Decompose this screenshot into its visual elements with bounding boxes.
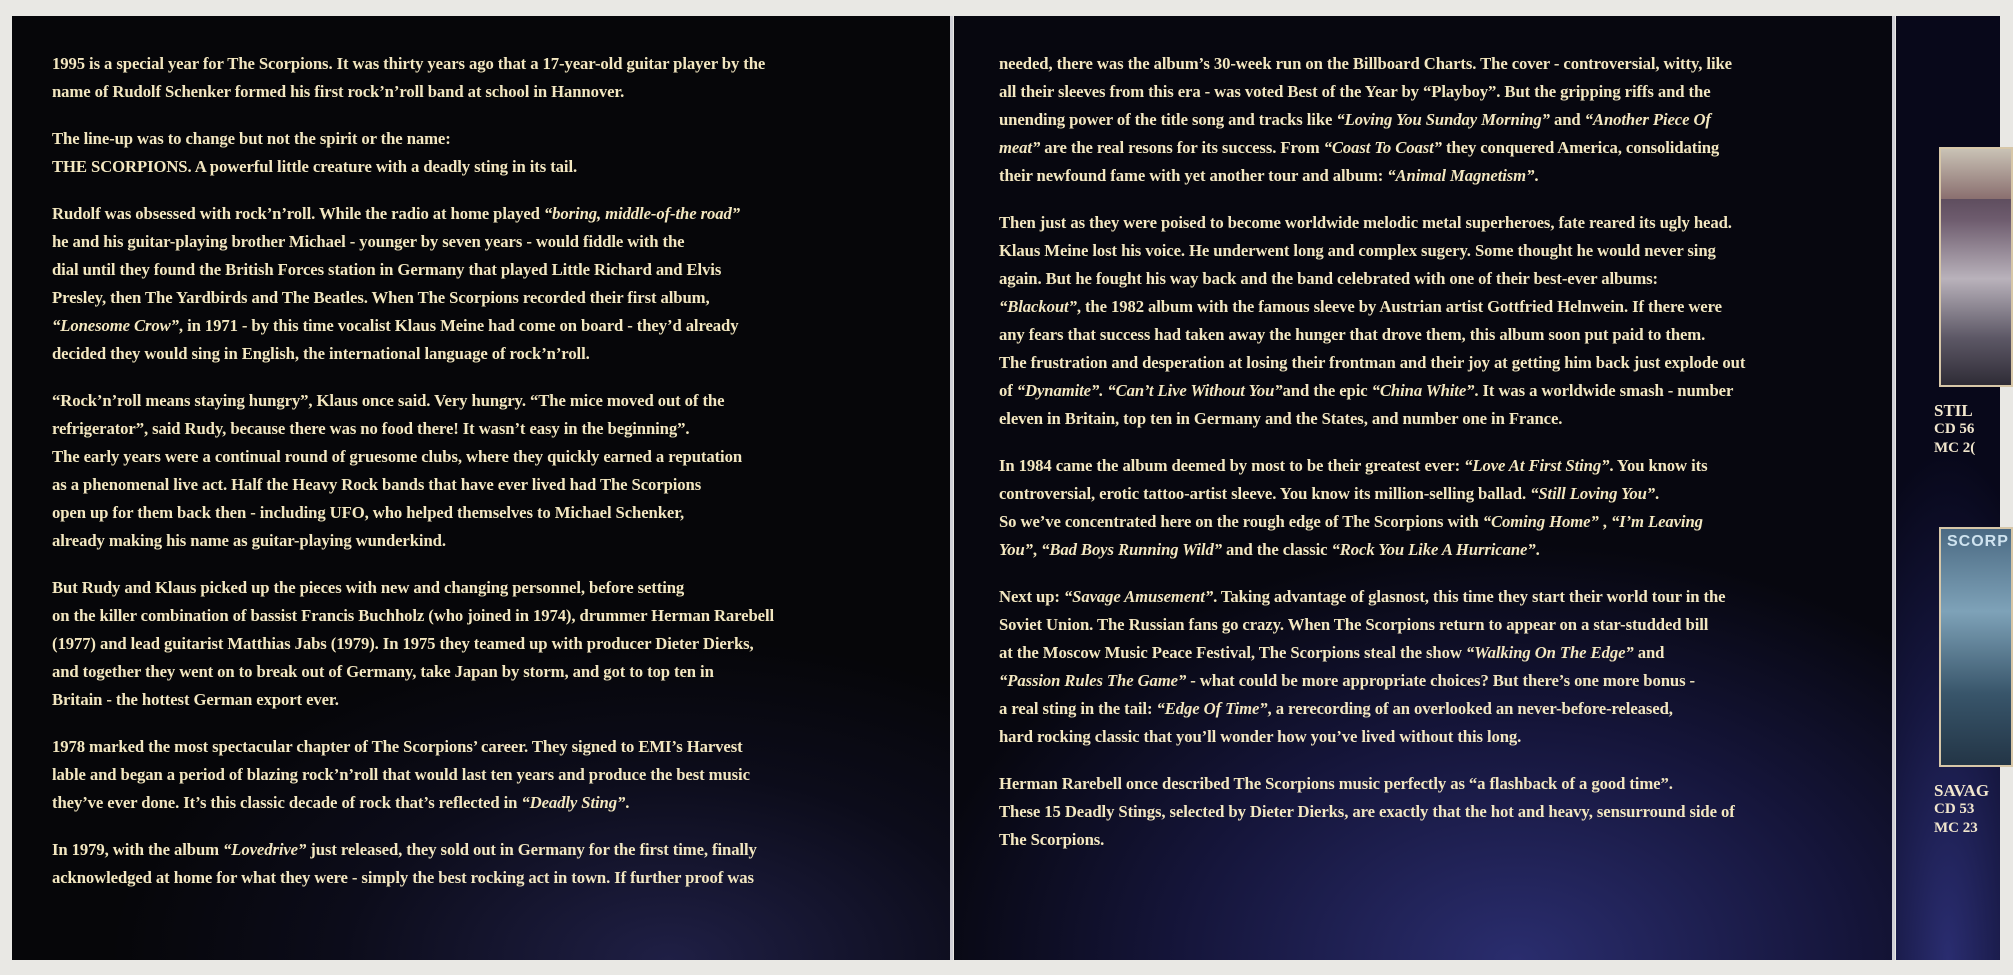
italic-title: “Loving You Sunday Morning”: [1336, 110, 1550, 129]
italic-title: “Lonesome Crow”: [52, 316, 179, 335]
page-fold: [950, 16, 953, 960]
album-cd-number: CD 56: [1934, 421, 1975, 437]
paragraph: “Rock’n’roll means staying hungry”, Klaus once said. Very hungry. “The mice moved out of the refrigerator”, said Rudy, because there was no food there! It wasn’t easy in the beginning”. The early years were a continual round of gruesome clubs, where they quickly earned a reputation as a phenomenal live act. Half the Heavy Rock bands that have ever lived had The Scorpions open up for them back then - including UFO, who helped themselves to Michael Schenker, already making his name as guitar-playing wunderkind.: [52, 391, 743, 550]
italic-title: “Walking On The Edge”: [1465, 643, 1634, 662]
booklet-page-left: [12, 16, 950, 960]
page-text-left: [52, 50, 932, 911]
italic-title: “Coming Home”: [1482, 512, 1599, 531]
paragraph: In 1984 came the album deemed by most to be their greatest ever: “Love At First Sting”. You know its controversial, erotic tattoo-artist sleeve. You know its million-selling ballad. “Still Loving You”. So we’ve concentrated here on the rough edge of The Scorpions with “Coming Home” , “I’m Leaving You”, “Bad Boys Running Wild” and the classic “Rock You Like A Hurricane”.: [999, 456, 1708, 559]
italic-title: “Blackout”: [999, 297, 1077, 316]
italic-title: “Still Loving You”: [1530, 484, 1656, 503]
album-cd-number: CD 53: [1934, 801, 1975, 817]
paragraph: 1995 is a special year for The Scorpions. It was thirty years ago that a 17-year-old guitar player by the name of Rudolf Schenker formed his first rock’n’roll band at school in Hannover.: [52, 54, 766, 101]
paragraph: But Rudy and Klaus picked up the pieces with new and changing personnel, before setting on the killer combination of bassist Francis Buchholz (who joined in 1974), drummer Herman Rarebell (1977) and lead guitarist Matthias Jabs (1979). In 1975 they teamed up with producer Dieter Dierks, and together they went on to break out of Germany, take Japan by storm, and got to top ten in Britain - the hottest German export ever.: [52, 578, 775, 709]
italic-title: “Animal Magnetism”: [1387, 166, 1535, 185]
italic-title: “China White”: [1371, 381, 1475, 400]
album-title: SAVAG: [1934, 781, 1990, 800]
page-text-middle: [999, 50, 1879, 873]
italic-title: “boring, middle-of-the road”: [543, 204, 740, 223]
paragraph: Next up: “Savage Amusement”. Taking advantage of glasnost, this time they start their world tour in the Soviet Union. The Russian fans go crazy. When The Scorpions return to appear on a star-studded bill at the Moscow Music Peace Festival, The Scorpions steal the show “Walking On The Edge” and “Passion Rules The Game” - what could be more appropriate choices? But there’s one more bonus - a real sting in the tail: “Edge Of Time”, a rerecording of an overlooked an never-before-released, hard rocking classic that you’ll wonder how you’ve lived without this long.: [999, 587, 1726, 746]
italic-title: “Deadly Sting”: [521, 793, 626, 812]
album-caption: [1934, 401, 1975, 458]
booklet-page-right: [1896, 16, 2009, 960]
italic-title: “Lovedrive”: [223, 840, 307, 859]
album-title: STIL: [1934, 401, 1973, 420]
italic-title: “I’m Leaving You”: [999, 512, 1703, 559]
paragraph: needed, there was the album’s 30-week run on the Billboard Charts. The cover - controversial, witty, like all their sleeves from this era - was voted Best of the Year by “Playboy”. But the gripping riffs and the unending power of the title song and tracks like “Loving You Sunday Morning” and “Another Piece Of meat” are the real resons for its success. From “Coast To Coast” they conquered America, consolidating their newfound fame with yet another tour and album: “Animal Magnetism”.: [999, 54, 1732, 185]
album-cover-image: [1939, 527, 2013, 767]
italic-title: “Love At First Sting”: [1464, 456, 1610, 475]
italic-title: “Edge Of Time”: [1156, 699, 1268, 718]
italic-title: “Passion Rules The Game”: [999, 671, 1187, 690]
italic-title: “Savage Amusement”: [1063, 587, 1214, 606]
album-logo: SCORP: [1947, 533, 2009, 550]
paragraph: In 1979, with the album “Lovedrive” just released, they sold out in Germany for the first time, finally acknowledged at home for what they were - simply the best rocking act in town. If further proof was: [52, 840, 757, 887]
paragraph: Then just as they were poised to become worldwide melodic metal superheroes, fate reared its ugly head. Klaus Meine lost his voice. He underwent long and complex sugery. Some thought he would never sing again. But he fought his way back and the band celebrated with one of their best-ever albums: “Blackout”, the 1982 album with the famous sleeve by Austrian artist Gottfried Helnwein. If there were any fears that success had taken away the hunger that drove them, this album soon put paid to them. The frustration and desperation at losing their frontman and their joy at getting him back just explode out of “Dynamite”. “Can’t Live Without You”and the epic “China White”. It was a worldwide smash - number eleven in Britain, top ten in Germany and the States, and number one in France.: [999, 213, 1746, 428]
paragraph: 1978 marked the most spectacular chapter of The Scorpions’ career. They signed to EMI’s Harvest lable and began a period of blazing rock’n’roll that would last ten years and produce the best music they’ve ever done. It’s this classic decade of rock that’s reflected in “Deadly Sting”.: [52, 737, 750, 812]
booklet-page-middle: [954, 16, 1892, 960]
italic-title: “Another Piece Of meat”: [999, 110, 1711, 157]
paragraph: The line-up was to change but not the spirit or the name: THE SCORPIONS. A powerful little creature with a deadly sting in its tail.: [52, 129, 578, 176]
album-mc-number: MC 2(: [1934, 440, 1976, 456]
page-fold: [1892, 16, 1895, 960]
italic-title: “Bad Boys Running Wild”: [1041, 540, 1222, 559]
paragraph: Herman Rarebell once described The Scorpions music perfectly as “a flashback of a good time”. These 15 Deadly Stings, selected by Dieter Dierks, are exactly that the hot and heavy, sensurround side of The Scorpions.: [999, 774, 1735, 849]
album-cover-image: [1939, 147, 2013, 387]
italic-title: “Rock You Like A Hurricane”: [1331, 540, 1536, 559]
album-caption: [1934, 781, 1989, 838]
album-mc-number: MC 23: [1934, 820, 1978, 836]
paragraph: Rudolf was obsessed with rock’n’roll. While the radio at home played “boring, middle-of-the road” he and his guitar-playing brother Michael - younger by seven years - would fiddle with the dial until they found the British Forces station in Germany that played Little Richard and Elvis Presley, then The Yardbirds and The Beatles. When The Scorpions recorded their first album, “Lonesome Crow”, in 1971 - by this time vocalist Klaus Meine had come on board - they’d already decided they would sing in English, the international language of rock’n’roll.: [52, 204, 740, 363]
italic-title: “Coast To Coast”: [1323, 138, 1442, 157]
italic-title: “Dynamite”. “Can’t Live Without You”: [1016, 381, 1283, 400]
